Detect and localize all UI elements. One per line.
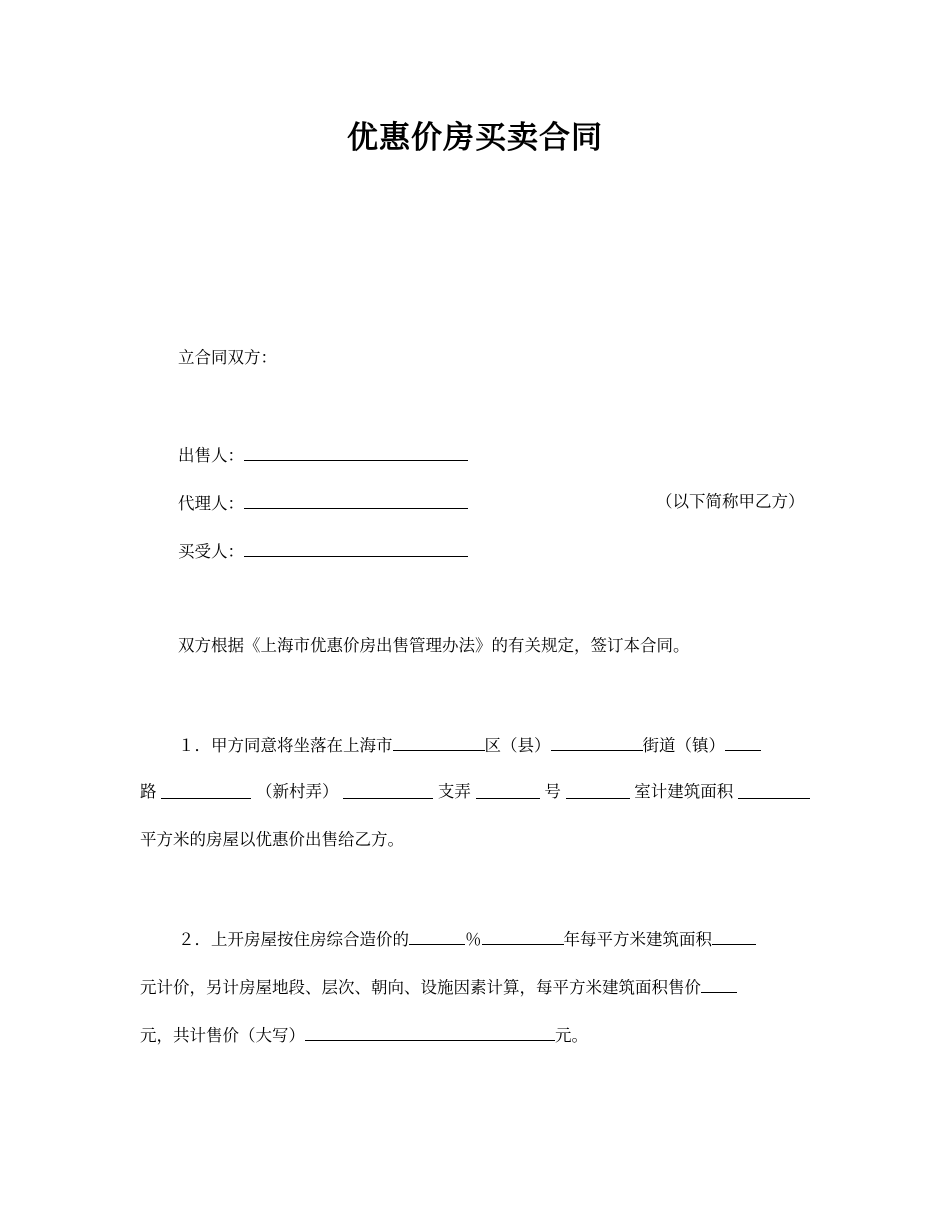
year-blank: [482, 927, 564, 945]
clause2-text: 上开房屋按住房综合造价的: [211, 930, 409, 949]
percent-blank: [409, 927, 465, 945]
clause1-text: 号: [544, 782, 561, 801]
agent-line: [178, 491, 468, 515]
clause1-text: 甲方同意将坐落在上海市: [211, 736, 393, 755]
clause1-line3: 平方米的房屋以优惠价出售给乙方。: [140, 830, 404, 849]
clause1-text: 区（县）: [484, 736, 551, 755]
clause2-text: ％: [465, 930, 482, 949]
seller-line: [178, 443, 468, 467]
buyer-blank: [244, 539, 468, 557]
clause1-text: 室计建筑面积: [634, 782, 734, 801]
area-blank: [738, 781, 810, 799]
clause2-text: 元。: [555, 1026, 588, 1045]
clause2-text: 元，共计售价（大写）: [140, 1026, 305, 1045]
clause2-line1: [178, 927, 756, 951]
parties-heading: 立合同双方：: [178, 348, 277, 367]
clause2-line3: [140, 1023, 588, 1047]
seller-label: 出售人：: [178, 446, 244, 465]
clause1-text: 街道（镇）: [642, 736, 725, 755]
abbrev-note: （以下简称甲乙方）: [656, 492, 805, 511]
road-name-blank: [161, 781, 251, 799]
total-price-blank: [305, 1023, 555, 1041]
seller-blank: [244, 443, 468, 461]
agent-blank: [244, 491, 468, 509]
clause1-line1: [178, 733, 761, 757]
buyer-label: 买受人：: [178, 542, 244, 561]
lane-blank: [343, 781, 433, 799]
buyer-line: [178, 539, 468, 563]
clause2-line2: [140, 975, 737, 999]
number-blank: [566, 781, 630, 799]
document-title: 优惠价房买卖合同: [347, 120, 603, 156]
street-blank: [551, 733, 643, 751]
agent-label: 代理人：: [178, 494, 244, 513]
clause2-text: 年每平方米建筑面积: [563, 930, 712, 949]
district-blank: [393, 733, 485, 751]
clause2-text: 元计价，另计房屋地段、层次、朝向、设施因素计算，每平方米建筑面积售价: [140, 978, 701, 997]
unit-price-blank: [701, 975, 737, 993]
clause1-line2: [140, 781, 810, 803]
clause2-number: ２．: [178, 930, 211, 949]
road-blank: [725, 733, 761, 751]
clause1-text: 路: [140, 782, 157, 801]
unit-area-blank: [712, 927, 756, 945]
preamble: 双方根据《上海市优惠价房出售管理办法》的有关规定，签订本合同。: [178, 636, 690, 655]
sublane-blank: [476, 781, 540, 799]
clause1-text: （新村弄）: [255, 782, 339, 801]
clause1-text: 支弄: [437, 782, 471, 801]
clause1-number: １．: [178, 736, 211, 755]
